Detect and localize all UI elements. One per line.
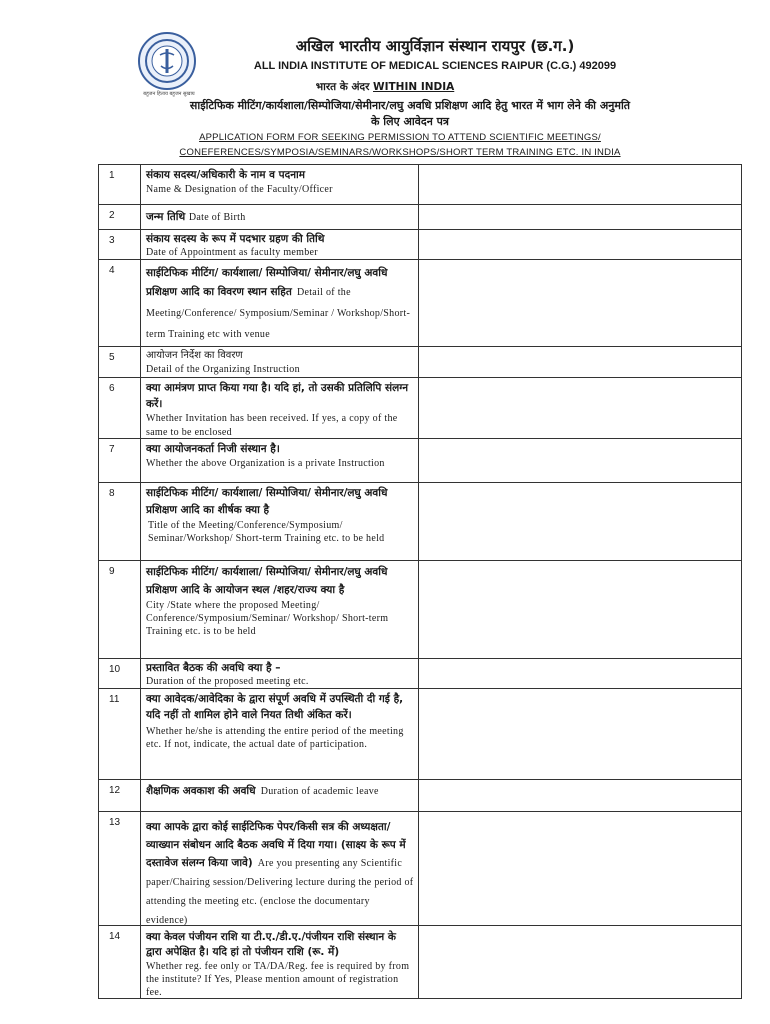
row-label-english: Title of the Meeting/Conference/Symposium/ Seminar/Workshop/ Short-term Training etc. to be held [148,520,385,544]
row-label-hindi: साईटिफिक मीटिंग/ कार्यशाला/ सिम्पोजिया/ सेमीनार/लघु अवधि प्रशिक्षण आदि का विवरण स्थान सहित [146,267,388,298]
answer-field-7[interactable] [419,439,741,482]
row-label-hindi: क्या आयोजनकर्ता निजी संस्थान है। [146,443,280,455]
row-label-hindi: क्या आवेदक/आवेदिका के द्वारा संपूर्ण अवधि में उपस्थिती दी गई है, यदि नहीं तो शामिल होने वाले नियत तिथी अंकित करें। [146,693,404,721]
row-description [141,378,419,438]
row-label-hindi: क्या आमंत्रण प्राप्त किया गया है। यदि हां, तो उसकी प्रतिलिपि संलग्न करें। [146,382,409,410]
row-label-hindi: संकाय सदस्य/अधिकारी के नाम व पदनाम [146,169,306,181]
row-description [141,230,419,259]
row-description [141,483,419,560]
form-row-13 [99,812,741,926]
form-row-14 [99,926,741,998]
form-row-5 [99,347,741,378]
within-india-english: WITHIN INDIA [373,81,455,93]
form-row-6 [99,378,741,439]
row-number: 12 [99,780,141,811]
row-number: 14 [99,926,141,998]
answer-field-11[interactable] [419,689,741,779]
form-row-3 [99,230,741,260]
row-number: 1 [99,165,141,204]
answer-field-3[interactable] [419,230,741,259]
within-india-heading [160,80,610,94]
subject-heading [130,98,690,130]
institute-title-hindi: अखिल भारतीय आयुर्विज्ञान संस्थान रायपुर (छ.ग.) [295,37,575,55]
form-row-4 [99,260,741,347]
row-label-hindi: साईटिफिक मीटिंग/ कार्यशाला/ सिम्पोजिया/ सेमीनार/लघु अवधि प्रशिक्षण आदि के आयोजन स्थल /शहर/राज्य क्या है [146,566,388,596]
row-number: 2 [99,205,141,229]
application-form-line-1: APPLICATION FORM FOR SEEKING PERMISSION TO ATTEND SCIENTIFIC MEETINGS/ [199,132,601,143]
row-label-english: Whether Invitation has been received. If yes, a copy of the same to be enclosed [146,413,398,438]
row-label-hindi: साईटिफिक मीटिंग/ कार्यशाला/ सिम्पोजिया/ सेमीनार/लघु अवधि प्रशिक्षण आदि का शीर्षक क्या है [146,487,388,516]
row-description [141,561,419,658]
answer-field-2[interactable] [419,205,741,229]
row-number: 5 [99,347,141,377]
row-label-hindi: जन्म तिथि [146,211,186,223]
row-label-english: Detail of the Organizing Instruction [146,364,300,375]
row-number: 3 [99,230,141,259]
form-row-10 [99,659,741,689]
answer-field-12[interactable] [419,780,741,811]
form-row-1 [99,165,741,205]
row-description [141,165,419,204]
row-description [141,439,419,482]
row-label-english: Duration of the proposed meeting etc. [146,676,309,687]
form-row-9 [99,561,741,659]
row-label-english: Date of Birth [188,212,246,223]
row-label-hindi: आयोजन निर्देश का विवरण [146,350,243,361]
application-form-title [120,130,680,160]
row-label-english: Whether he/she is attending the entire period of the meeting etc. If not, indicate, the actual date of participation. [146,726,404,750]
form-row-11 [99,689,741,780]
row-description [141,347,419,377]
answer-field-4[interactable] [419,260,741,346]
emblem-icon [144,38,190,84]
form-row-2 [99,205,741,230]
row-description [141,260,419,346]
row-label-english: Name & Designation of the Faculty/Officer [146,184,333,195]
form-row-8 [99,483,741,561]
row-description [141,812,419,925]
form-row-12 [99,780,741,812]
row-label-english: Detail of the Meeting/Conference/ Symposium/Seminar / Workshop/Short-term Training etc with venue [146,287,411,340]
row-label-hindi: क्या केवल पंजीयन राशि या टी.ए./डी.ए./पंजीयन राशि संस्थान के द्वारा अपेक्षित है। यदि हां तो पंजीयन राशि (रू. में) [146,931,396,958]
answer-field-13[interactable] [419,812,741,925]
row-label-english: Are you presenting any Scientific paper/Chairing session/Delivering lecture during the period of attending the meeting etc. (enclose the documentary evidence) [146,858,414,925]
subject-line-2: के लिए आवेदन पत्र [371,115,449,128]
row-label-english: Duration of academic leave [260,786,379,797]
institute-title-english: ALL INDIA INSTITUTE OF MEDICAL SCIENCES RAIPUR (C.G.) 492099 [253,60,617,72]
row-label-hindi: प्रस्तावित बैठक की अवधि क्या है – [146,662,281,674]
row-label-english: City /State where the proposed Meeting/ Conference/Symposium/Seminar/ Workshop/ Short-term Training etc. is to be held [146,600,389,637]
row-number: 10 [99,659,141,688]
logo-caption: बहुजन हिताय बहुजन सुखाय [143,91,195,97]
row-description [141,205,419,229]
row-number: 4 [99,260,141,346]
row-label-english: Date of Appointment as faculty member [146,247,318,258]
row-number: 11 [99,689,141,779]
row-description [141,780,419,811]
answer-field-5[interactable] [419,347,741,377]
row-label-hindi: संकाय सदस्य के रूप में पदभार ग्रहण की तिथि [146,233,325,245]
row-description [141,659,419,688]
row-label-english: Whether reg. fee only or TA/DA/Reg. fee is required by from the institute? If Yes, Please mention amount of registration fee. [146,961,410,998]
application-form-table [98,164,742,999]
form-row-7 [99,439,741,483]
row-number: 7 [99,439,141,482]
within-india-hindi: भारत के अंदर [315,81,370,93]
answer-field-10[interactable] [419,659,741,688]
answer-field-1[interactable] [419,165,741,204]
application-form-line-2: CONEFERENCES/SYMPOSIA/SEMINARS/WORKSHOPS/SHORT TERM TRAINING ETC. IN INDIA [179,147,621,158]
subject-line-1: साईटिफिक मीटिंग/कार्यशाला/सिम्पोजिया/सेमीनार/लघु अवधि प्रशिक्षण आदि हेतु भारत में भाग लेने की अनुमति [189,99,631,112]
answer-field-14[interactable] [419,926,741,998]
row-label-hindi: शैक्षणिक अवकाश की अवधि [146,785,256,797]
answer-field-6[interactable] [419,378,741,438]
row-label-english: Whether the above Organization is a private Instruction [146,458,385,469]
row-description [141,689,419,779]
answer-field-9[interactable] [419,561,741,658]
row-label-hindi: क्या आपके द्वारा कोई साईटिफिक पेपर/किसी सत्र की अध्यक्षता/व्याख्यान संबोधन आदि बैठक अवधि में दिया गया। (साक्ष्य के रूप में दस्तावेज संलग्न किया जावे) [146,821,406,869]
row-number: 6 [99,378,141,438]
row-number: 8 [99,483,141,560]
row-number: 13 [99,812,141,925]
row-number: 9 [99,561,141,658]
answer-field-8[interactable] [419,483,741,560]
row-description [141,926,419,998]
